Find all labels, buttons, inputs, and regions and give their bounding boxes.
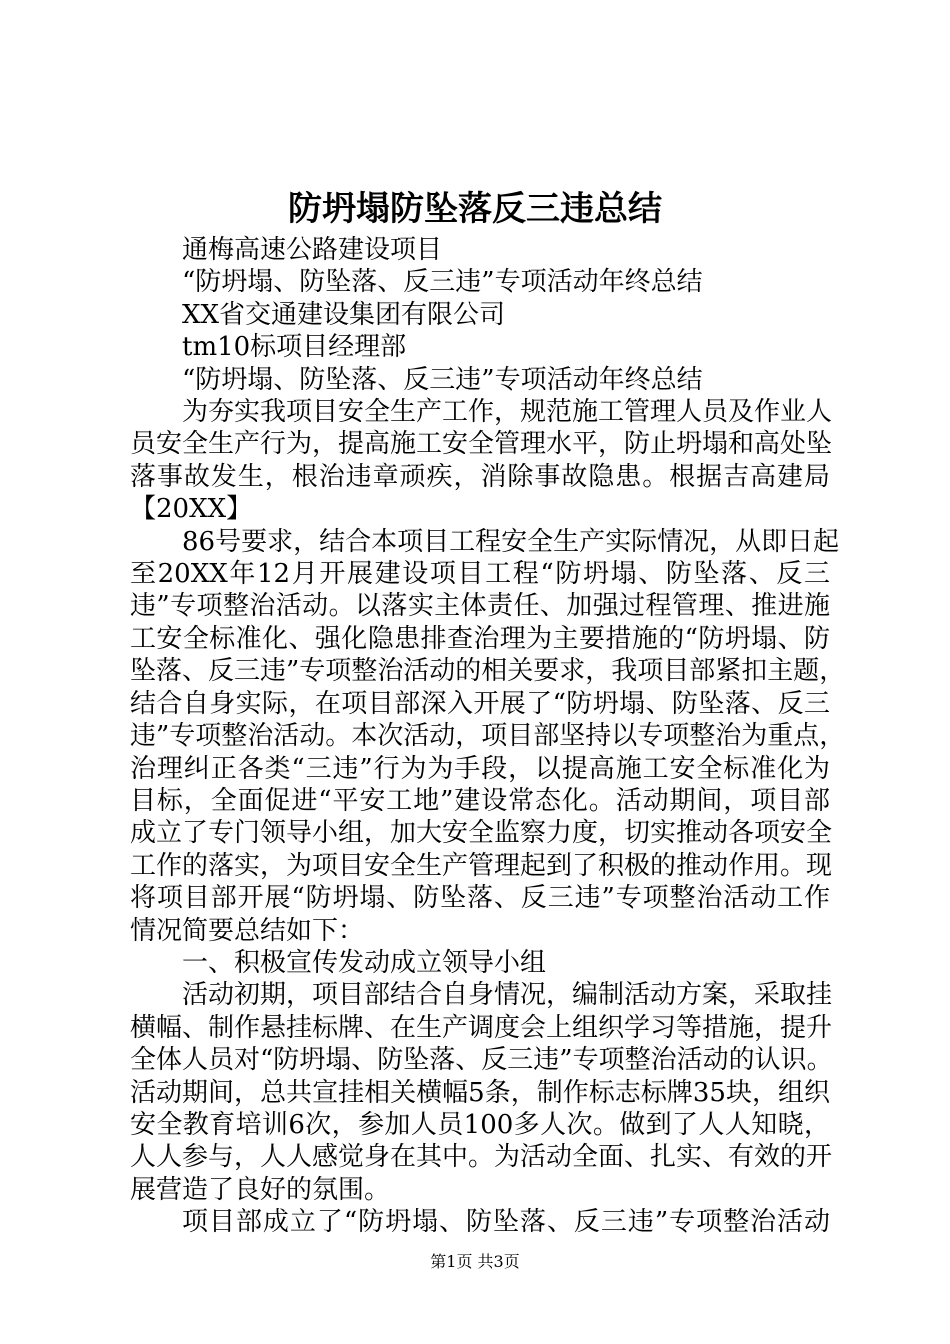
body-line: 活动初期，项目部结合自身情况，编制活动方案，采取挂 (182, 980, 833, 1011)
body-line: 目标，全面促进“平安工地”建设常态化。活动期间，项目部 (130, 785, 830, 816)
body-line: 将项目部开展“防坍塌、防坠落、反三违”专项整治活动工作 (130, 883, 830, 914)
body-line: 全体人员对“防坍塌、防坠落、反三违”专项整治活动的认识。 (130, 1045, 833, 1076)
body-line: 工作的落实，为项目安全生产管理起到了积极的推动作用。现 (130, 850, 833, 881)
page-number: 第1页 共3页 (430, 1252, 520, 1271)
body-line: 违”专项整治活动。以落实主体责任、加强过程管理、推进施 (130, 591, 830, 622)
body-line: 安全教育培训6次，参加人员100多人次。做到了人人知晓， (130, 1109, 830, 1140)
body-line: 活动期间，总共宣挂相关横幅5条，制作标志标牌35块，组织 (130, 1077, 830, 1108)
body-line: 横幅、制作悬挂标牌、在生产调度会上组织学习等措施，提升 (130, 1012, 833, 1043)
body-line: 员安全生产行为，提高施工安全管理水平，防止坍塌和高处坠 (130, 429, 833, 460)
body-line: 工安全标准化、强化隐患排查治理为主要措施的“防坍塌、防 (130, 623, 830, 654)
body-line: “防坍塌、防坠落、反三违”专项活动年终总结 (182, 267, 703, 298)
body-line: 落事故发生，根治违章顽疾，消除事故隐患。根据吉高建局 (130, 461, 830, 492)
body-line: 结合自身实际，在项目部深入开展了“防坍塌、防坠落、反三 (130, 688, 830, 719)
body-line: 违”专项整治活动。本次活动，项目部坚持以专项整治为重点， (130, 721, 846, 752)
body-line: 【20XX】 (130, 494, 253, 525)
body-line: “防坍塌、防坠落、反三违”专项活动年终总结 (182, 364, 703, 395)
body-line: 展营造了良好的氛围。 (130, 1174, 391, 1205)
body-line: 情况简要总结如下： (130, 915, 365, 946)
body-line: tm10标项目经理部 (182, 332, 407, 363)
body-line: 至20XX年12月开展建设项目工程“防坍塌、防坠落、反三 (130, 559, 830, 590)
body-line: 坠落、反三违”专项整治活动的相关要求，我项目部紧扣主题， (130, 656, 846, 687)
body-line: 86号要求，结合本项目工程安全生产实际情况，从即日起 (182, 526, 840, 557)
body-line: 通梅高速公路建设项目 (182, 235, 443, 265)
body-line: 治理纠正各类“三违”行为为手段，以提高施工安全标准化为 (130, 753, 830, 784)
body-line: 人人参与，人人感觉身在其中。为活动全面、扎实、有效的开 (130, 1142, 833, 1173)
body-line: 为夯实我项目安全生产工作，规范施工管理人员及作业人 (182, 397, 833, 428)
document-body (130, 234, 846, 1239)
document-title: 防坍塌防坠落反三违总结 (288, 189, 662, 229)
body-line: 成立了专门领导小组，加大安全监察力度，切实推动各项安全 (130, 818, 833, 849)
body-line: 项目部成立了“防坍塌、防坠落、反三违”专项整治活动 (182, 1207, 830, 1238)
section-heading: 一、积极宣传发动成立领导小组 (182, 947, 547, 978)
body-line: XX省交通建设集团有限公司 (182, 299, 506, 330)
